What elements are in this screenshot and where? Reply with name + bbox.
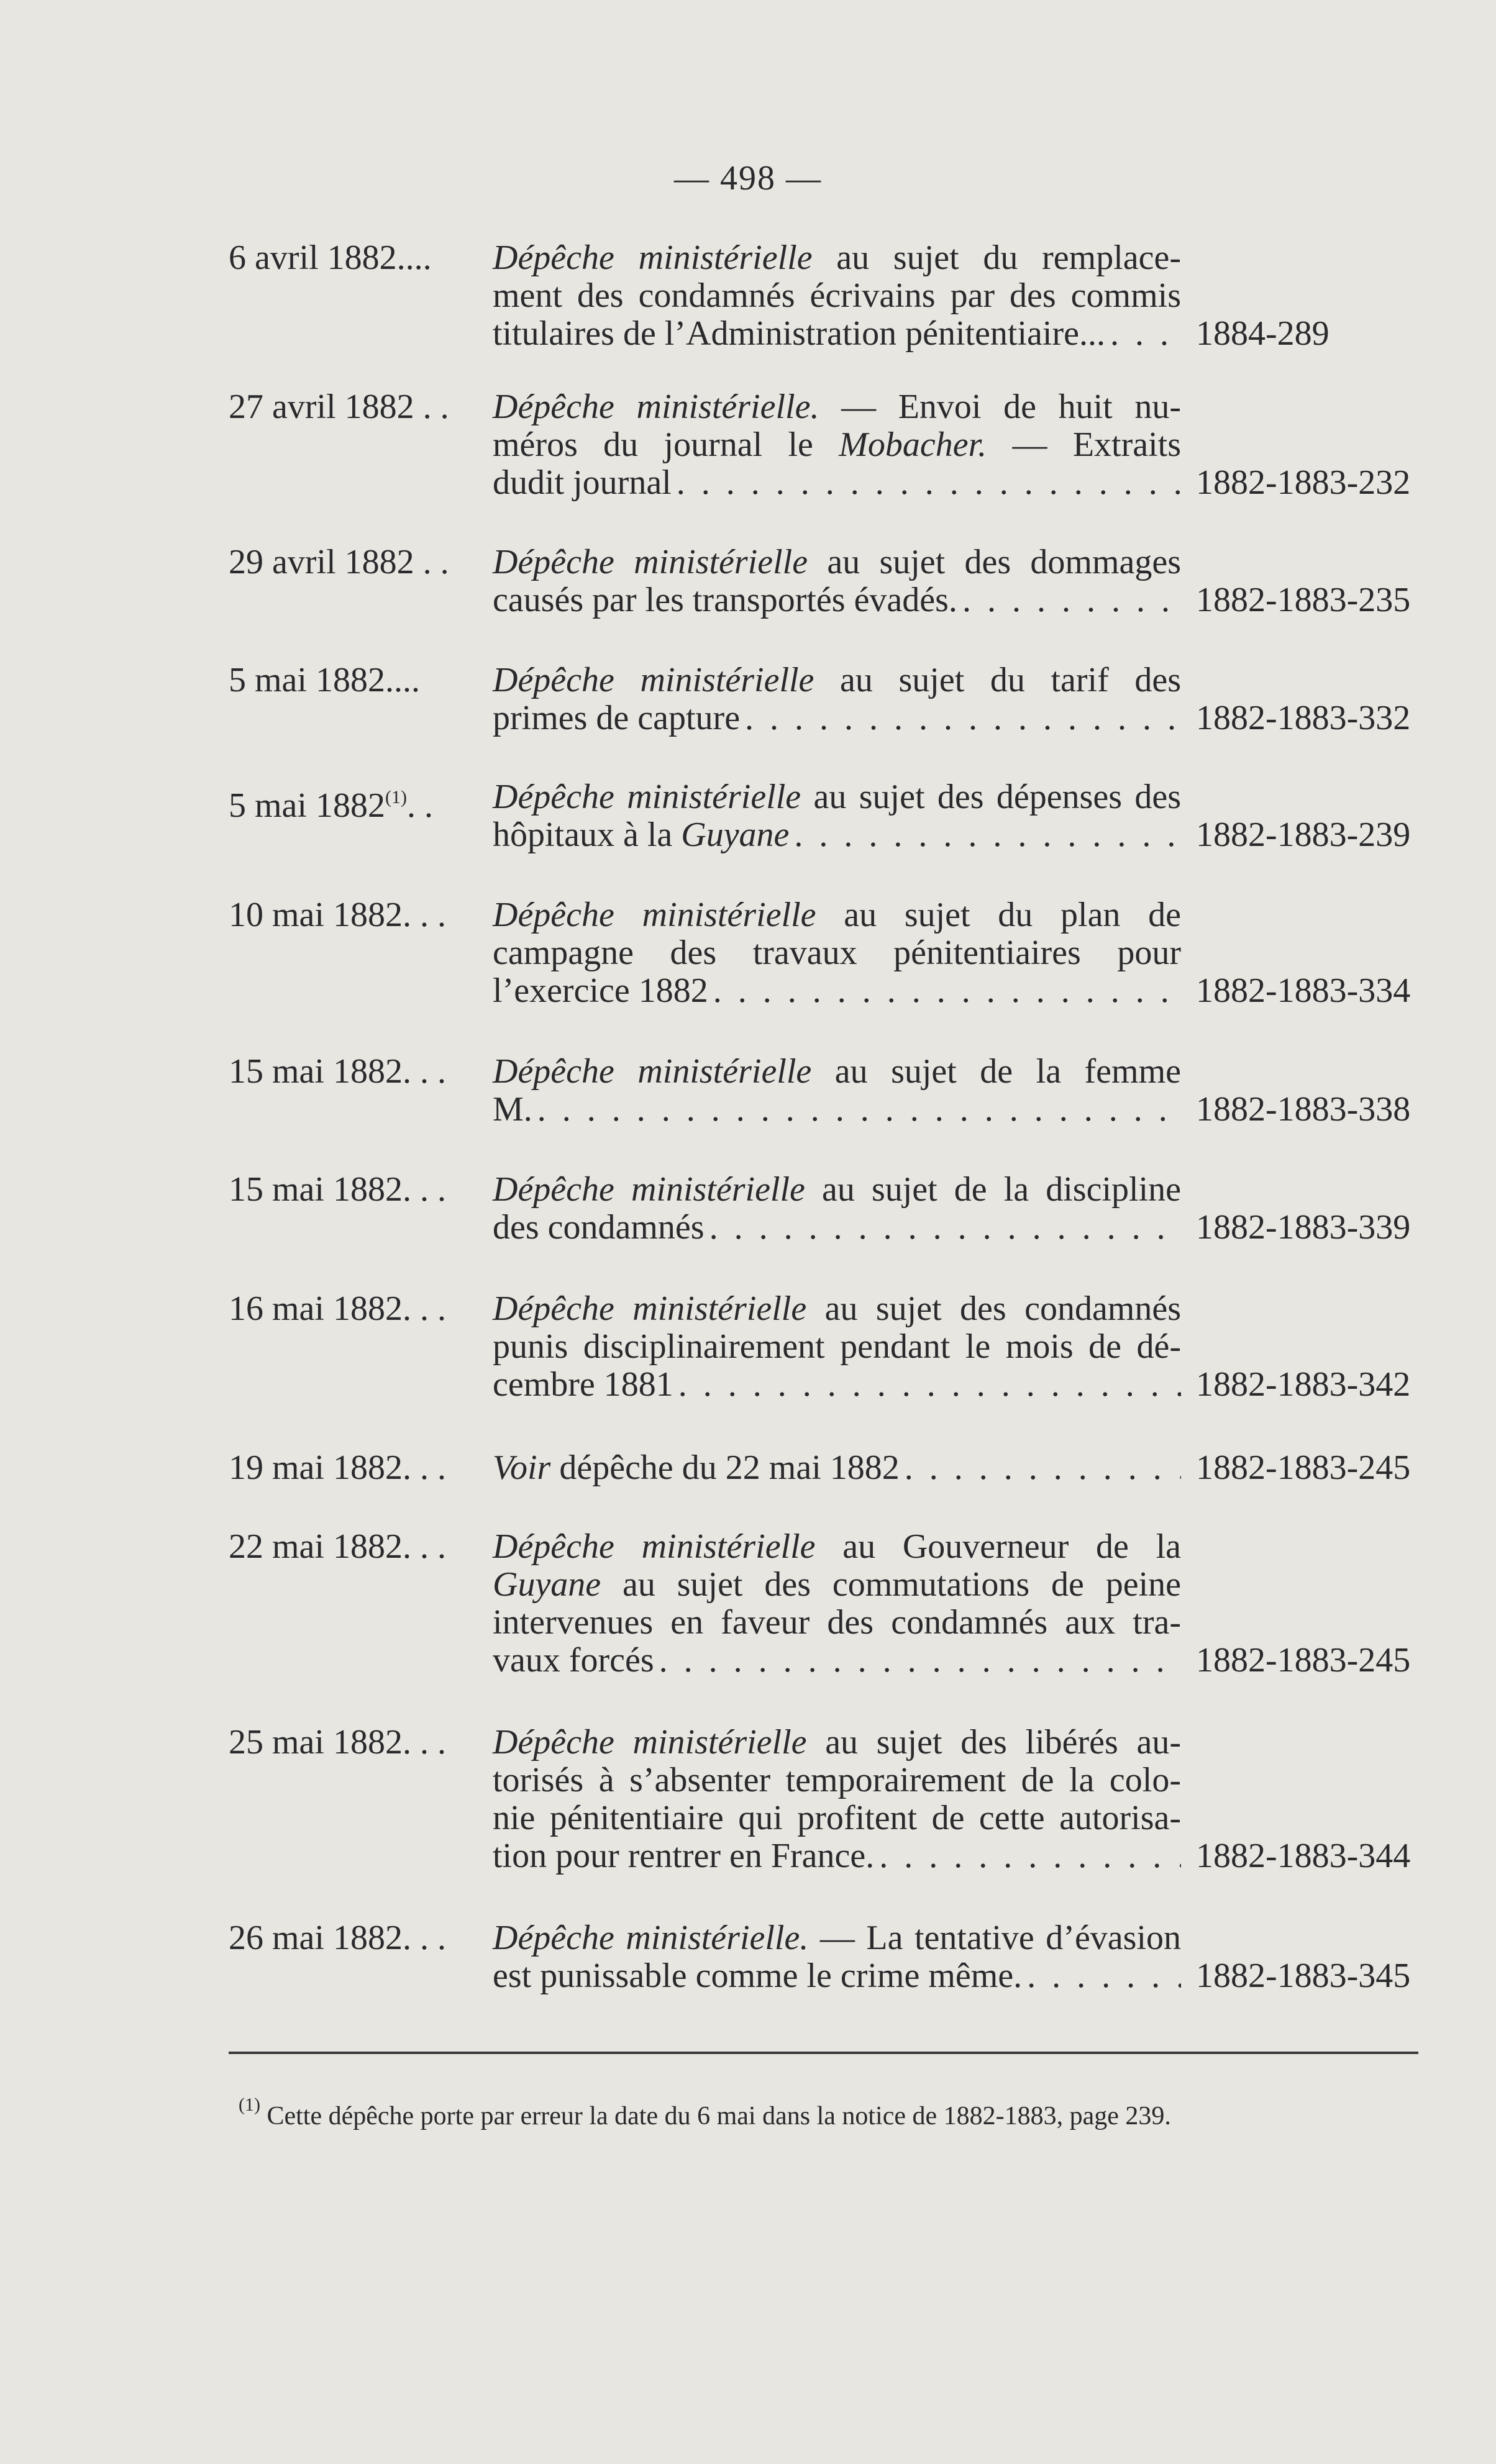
- footnote-text: Cette dépêche porte par erreur la date du 6 mai dans la notice de 1882-1883, page 239.: [267, 2102, 1171, 2130]
- description-text: au sujet des condamnés: [806, 1289, 1182, 1328]
- description-text: primes de capture: [493, 699, 741, 737]
- description-italic-text: Dépêche ministérielle: [493, 1527, 816, 1566]
- entry-description: [493, 1919, 1181, 1995]
- description-line: [493, 464, 1181, 502]
- entry-date-text: 15 mai 1882. . .: [229, 1170, 446, 1209]
- description-text: l’exercice 1882: [493, 971, 708, 1010]
- description-text: titulaires de l’Administration pénitentiaire...: [493, 314, 1105, 353]
- entry-date-text: 16 mai 1882. . .: [229, 1289, 446, 1328]
- description-italic-text: Dépêche ministérielle.: [493, 388, 819, 426]
- description-text: au sujet des dommages: [808, 543, 1182, 581]
- entry-description: [493, 388, 1181, 502]
- entry-date: [229, 1919, 446, 1957]
- description-line: [493, 699, 1181, 737]
- dot-leader: [900, 1449, 1181, 1487]
- description-line-text: [493, 581, 957, 619]
- description-line: [493, 581, 1181, 619]
- entry-reference: 1882-1883-239: [1196, 816, 1411, 854]
- description-line: [493, 1799, 1181, 1837]
- description-line: [493, 816, 1181, 854]
- page-number: — 498 —: [674, 159, 822, 198]
- description-line: [493, 1837, 1181, 1875]
- description-line-text: [493, 1209, 705, 1247]
- description-italic-text: Dépêche ministérielle: [493, 1170, 805, 1209]
- description-text: campagne des travaux pénitentiaires pour: [493, 934, 1181, 972]
- description-line-text: [493, 1837, 874, 1875]
- dot-leader: [1022, 1957, 1181, 1995]
- description-text: au sujet du remplace-: [812, 239, 1181, 277]
- description-text: au sujet des commutations de peine: [601, 1565, 1181, 1604]
- entry-reference: 1882-1883-235: [1196, 581, 1411, 619]
- entry-date-text: 15 mai 1882. . .: [229, 1052, 446, 1091]
- entry-description: [493, 1724, 1181, 1875]
- description-text: des condamnés: [493, 1208, 705, 1247]
- entry-description: [493, 1528, 1181, 1680]
- description-text: au sujet du tarif des: [814, 661, 1181, 699]
- entry-reference: 1882-1883-342: [1196, 1365, 1411, 1404]
- description-text: au sujet des libérés au-: [806, 1723, 1181, 1762]
- description-line: [493, 1366, 1181, 1404]
- entry-reference: 1882-1883-245: [1196, 1448, 1411, 1487]
- description-line-text: [493, 1449, 900, 1487]
- description-text: au Gouverneur de la: [815, 1527, 1181, 1566]
- description-line: [493, 896, 1181, 934]
- entry-date-text: 29 avril 1882 . .: [229, 543, 449, 581]
- description-italic-text: Guyane: [493, 1565, 601, 1604]
- entry-date-text: 10 mai 1882. . .: [229, 896, 446, 934]
- description-line: [493, 1604, 1181, 1642]
- description-text: — La tentative d’évasion: [808, 1919, 1182, 1957]
- entry-date: [229, 1171, 446, 1209]
- description-text: au sujet de la discipline: [805, 1170, 1181, 1209]
- entry-date-text: 6 avril 1882....: [229, 239, 432, 277]
- description-text: méros du journal le: [493, 425, 839, 464]
- description-line: [493, 1091, 1181, 1129]
- footnote-reference: (1): [385, 787, 407, 807]
- entry-description: [493, 1449, 1181, 1487]
- description-italic-text: Mobacher.: [839, 425, 987, 464]
- description-line: [493, 239, 1181, 277]
- dot-leader: [957, 581, 1181, 619]
- dot-leader: [740, 699, 1181, 737]
- entry-reference: 1882-1883-232: [1196, 463, 1411, 502]
- entry-date-tail: . .: [406, 786, 433, 825]
- description-line-text: [493, 699, 740, 737]
- description-line: [493, 1053, 1181, 1091]
- dot-leader: [672, 464, 1181, 502]
- description-line: [493, 934, 1181, 972]
- description-text: — Envoi de huit nu-: [819, 388, 1182, 426]
- entry-date-text: 26 mai 1882. . .: [229, 1919, 446, 1957]
- dot-leader: [654, 1642, 1181, 1680]
- description-italic-text: Dépêche ministérielle: [493, 1289, 807, 1328]
- dot-leader: [705, 1209, 1181, 1247]
- description-line: [493, 1449, 1181, 1487]
- description-line: [493, 388, 1181, 426]
- description-italic-text: Dépêche ministérielle: [493, 778, 801, 816]
- description-line: [493, 1642, 1181, 1680]
- entry-reference: 1882-1883-339: [1196, 1208, 1411, 1247]
- description-text: M.: [493, 1090, 532, 1129]
- description-text: dudit journal: [493, 463, 672, 502]
- description-line-text: [493, 1642, 654, 1680]
- description-line-text: [493, 1957, 1022, 1995]
- description-text: hôpitaux à la: [493, 816, 682, 854]
- description-italic-text: Voir: [493, 1448, 551, 1487]
- description-line: [493, 426, 1181, 464]
- description-text: dépêche du 22 mai 1882: [550, 1448, 900, 1487]
- footnote-marker: (1): [239, 2094, 260, 2115]
- entry-reference: 1884-289: [1196, 314, 1330, 353]
- description-line-text: [493, 315, 1105, 353]
- entry-date: [229, 543, 449, 581]
- description-line: [493, 778, 1181, 816]
- entry-date-text: 5 mai 1882: [229, 786, 385, 825]
- description-line: [493, 1290, 1181, 1328]
- entry-description: [493, 1290, 1181, 1404]
- entry-date: [229, 1053, 446, 1091]
- description-line: [493, 1762, 1181, 1799]
- entry-date-text: 19 mai 1882. . .: [229, 1448, 446, 1487]
- description-italic-text: Guyane: [681, 816, 790, 854]
- description-line: [493, 1724, 1181, 1762]
- entry-description: [493, 778, 1181, 854]
- description-line-text: [493, 464, 672, 502]
- entry-date: [229, 778, 433, 825]
- entry-reference: 1882-1883-334: [1196, 971, 1411, 1010]
- description-line-text: [493, 1091, 532, 1129]
- description-text: nie pénitentiaire qui profitent de cette autorisa-: [493, 1799, 1181, 1837]
- description-line: [493, 1957, 1181, 1995]
- description-italic-text: Dépêche ministérielle: [493, 543, 808, 581]
- description-line: [493, 315, 1181, 353]
- dot-leader: [673, 1366, 1181, 1404]
- entry-date-text: 5 mai 1882....: [229, 661, 420, 699]
- entry-reference: 1882-1883-332: [1196, 699, 1411, 737]
- description-line-text: [493, 816, 789, 854]
- description-italic-text: Dépêche ministérielle.: [493, 1919, 809, 1957]
- description-italic-text: Dépêche ministérielle: [493, 1052, 812, 1091]
- entry-description: [493, 543, 1181, 619]
- entry-date: [229, 388, 449, 426]
- description-text: intervenues en faveur des condamnés aux tra-: [493, 1603, 1181, 1642]
- description-line: [493, 661, 1181, 699]
- entry-description: [493, 1053, 1181, 1129]
- description-text: vaux forcés: [493, 1641, 654, 1680]
- dot-leader: [1105, 315, 1181, 353]
- description-text: — Extraits: [987, 425, 1181, 464]
- dot-leader: [874, 1837, 1181, 1875]
- description-text: au sujet du plan de: [816, 896, 1182, 934]
- entry-date: [229, 1290, 446, 1328]
- description-text: ment des condamnés écrivains par des commis: [493, 276, 1181, 315]
- entry-date-text: 25 mai 1882. . .: [229, 1723, 446, 1762]
- entry-description: [493, 661, 1181, 737]
- description-line: [493, 1328, 1181, 1366]
- description-text: tion pour rentrer en France.: [493, 1837, 875, 1875]
- entry-description: [493, 239, 1181, 353]
- entry-description: [493, 1171, 1181, 1247]
- entry-date: [229, 661, 420, 699]
- description-line: [493, 972, 1181, 1010]
- footnote: [239, 2094, 1171, 2131]
- dot-leader: [708, 972, 1181, 1010]
- description-line: [493, 1919, 1181, 1957]
- dot-leader: [789, 816, 1181, 854]
- description-line: [493, 1209, 1181, 1247]
- entry-description: [493, 896, 1181, 1010]
- footnote-separator-rule: [229, 2052, 1418, 2054]
- entry-date: [229, 1724, 446, 1762]
- entry-reference: 1882-1883-338: [1196, 1090, 1411, 1129]
- entry-date: [229, 896, 446, 934]
- entry-date: [229, 1528, 446, 1566]
- description-line-text: [493, 972, 708, 1010]
- entry-date-text: 27 avril 1882 . .: [229, 388, 449, 426]
- entry-date: [229, 1449, 446, 1487]
- entry-reference: 1882-1883-345: [1196, 1957, 1411, 1995]
- description-italic-text: Dépêche ministérielle: [493, 239, 813, 277]
- description-text: causés par les transportés évadés.: [493, 581, 957, 619]
- description-text: au sujet de la femme: [811, 1052, 1181, 1091]
- description-line: [493, 1566, 1181, 1604]
- description-line: [493, 1171, 1181, 1209]
- description-italic-text: Dépêche ministérielle: [493, 1723, 807, 1762]
- description-text: cembre 1881: [493, 1365, 673, 1404]
- description-text: punis disciplinairement pendant le mois de dé-: [493, 1327, 1181, 1366]
- description-line: [493, 277, 1181, 315]
- entry-date-text: 22 mai 1882. . .: [229, 1527, 446, 1566]
- description-text: est punissable comme le crime même.: [493, 1957, 1023, 1995]
- description-text: torisés à s’absenter temporairement de la colo-: [493, 1761, 1181, 1799]
- entry-date: [229, 239, 432, 277]
- dot-leader: [532, 1091, 1181, 1129]
- entry-reference: 1882-1883-344: [1196, 1837, 1411, 1875]
- description-line: [493, 543, 1181, 581]
- description-line-text: [493, 1366, 673, 1404]
- description-italic-text: Dépêche ministérielle: [493, 896, 816, 934]
- description-line: [493, 1528, 1181, 1566]
- entry-reference: 1882-1883-245: [1196, 1641, 1411, 1680]
- description-text: au sujet des dépenses des: [801, 778, 1181, 816]
- description-italic-text: Dépêche ministérielle: [493, 661, 814, 699]
